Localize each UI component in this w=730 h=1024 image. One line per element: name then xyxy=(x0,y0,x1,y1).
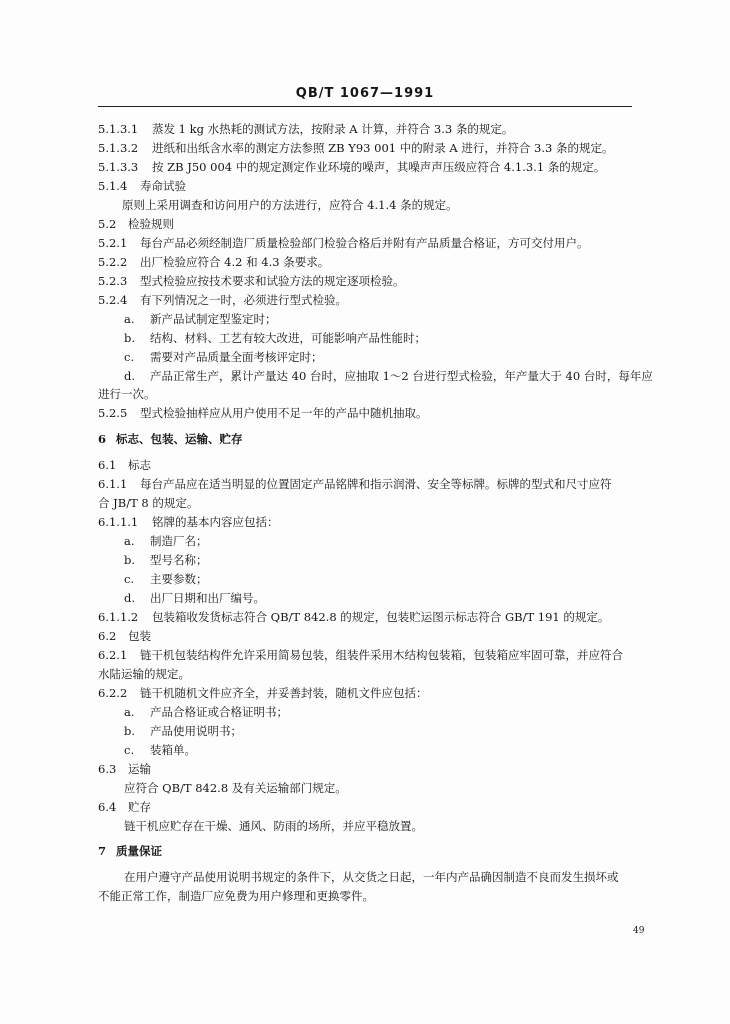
clause-5-1-3-1 xyxy=(98,121,513,137)
list-marker: b. xyxy=(124,553,136,567)
clause-title: 检验规则 xyxy=(128,217,174,231)
list-item xyxy=(124,349,323,365)
clause-text: 链干机包装结构件允许采用简易包装，组装件采用木结构包装箱，包装箱应牢固可靠，并应符合 xyxy=(140,648,623,662)
clause-number: 5.2.4 xyxy=(98,293,128,307)
clause-text: 型式检验应按技术要求和试验方法的规定逐项检验。 xyxy=(140,274,405,288)
clause-number: 6.1.1.2 xyxy=(98,610,139,624)
paragraph-line: 应符合 QB/T 842.8 及有关运输部门规定。 xyxy=(124,781,347,795)
clause-5-2-5 xyxy=(98,405,428,421)
clause-6-2-2 xyxy=(98,685,428,701)
list-item xyxy=(124,571,208,587)
clause-number: 6.2 xyxy=(98,629,117,643)
section-7-heading xyxy=(98,843,162,859)
clause-number: 5.1.3.1 xyxy=(98,122,139,136)
clause-5-2 xyxy=(98,216,174,232)
clause-6-1-1-2 xyxy=(98,609,609,625)
list-marker: d. xyxy=(124,591,136,605)
paragraph-line: 水陆运输的规定。 xyxy=(98,667,190,681)
clause-text: 包装箱收发货标志符合 QB/T 842.8 的规定，包装贮运图示标志符合 GB/T 191 的规定。 xyxy=(152,610,610,624)
clause-6-1 xyxy=(98,457,151,473)
clause-title: 包装 xyxy=(128,629,151,643)
clause-text: 每台产品应在适当明显的位置固定产品铭牌和指示润滑、安全等标牌。标牌的型式和尺寸应符 xyxy=(140,477,612,491)
list-marker: d. xyxy=(124,369,136,383)
list-text: 主要参数； xyxy=(150,572,208,586)
section-number: 6 xyxy=(98,432,107,446)
clause-number: 5.1.3.3 xyxy=(98,160,139,174)
list-text: 型号名称； xyxy=(150,553,208,567)
list-marker: b. xyxy=(124,724,136,738)
clause-number: 5.1.3.2 xyxy=(98,141,139,155)
clause-text: 蒸发 1 kg 水热耗的测试方法，按附录 A 计算，并符合 3.3 条的规定。 xyxy=(152,122,514,136)
clause-number: 5.2.2 xyxy=(98,255,128,269)
clause-text: 有下列情况之一时，必须进行型式检验。 xyxy=(140,293,347,307)
paragraph-line: 原则上采用调查和访问用户的方法进行，应符合 4.1.4 条的规定。 xyxy=(122,198,458,212)
clause-text: 链干机随机文件应齐全，并妥善封装，随机文件应包括： xyxy=(140,686,428,700)
list-marker: c. xyxy=(124,572,135,586)
clause-6-2-1 xyxy=(98,647,623,663)
clause-number: 6.4 xyxy=(98,800,117,814)
list-item xyxy=(124,704,288,720)
clause-6-1-1 xyxy=(98,476,612,492)
list-item xyxy=(124,533,208,549)
clause-number: 5.1.4 xyxy=(98,179,128,193)
clause-title: 运输 xyxy=(128,762,151,776)
list-text: 装箱单。 xyxy=(150,743,196,757)
clause-5-2-2 xyxy=(98,254,329,270)
clause-title: 标志 xyxy=(128,458,151,472)
list-marker: b. xyxy=(124,331,136,345)
clause-number: 6.2.1 xyxy=(98,648,128,662)
page-number: 49 xyxy=(633,926,645,936)
clause-text: 进纸和出纸含水率的测定方法参照 ZB Y93 001 中的附录 A 进行，并符合 3.3 条的规定。 xyxy=(152,141,614,155)
clause-text: 每台产品必须经制造厂质量检验部门检验合格后并附有产品质量合格证，方可交付用户。 xyxy=(140,236,589,250)
clause-title: 贮存 xyxy=(128,800,151,814)
list-marker: a. xyxy=(124,705,135,719)
clause-number: 5.2 xyxy=(98,217,117,231)
list-marker: a. xyxy=(124,312,135,326)
section-6-heading xyxy=(98,431,243,447)
clause-text: 按 ZB J50 004 中的规定测定作业环境的噪声，其噪声声压级应符合 4.1.3.1 条的规定。 xyxy=(152,160,606,174)
list-item xyxy=(124,742,196,758)
clause-number: 6.1.1 xyxy=(98,477,128,491)
list-item xyxy=(124,368,653,384)
clause-number: 6.3 xyxy=(98,762,117,776)
clause-5-1-4 xyxy=(98,178,186,194)
list-item xyxy=(124,311,277,327)
list-marker: a. xyxy=(124,534,135,548)
list-text: 出厂日期和出厂编号。 xyxy=(150,591,265,605)
clause-6-2 xyxy=(98,628,151,644)
list-text: 产品合格证或合格证明书； xyxy=(150,705,288,719)
clause-number: 5.2.1 xyxy=(98,236,128,250)
clause-number: 6.1.1.1 xyxy=(98,515,139,529)
section-title: 质量保证 xyxy=(116,844,162,858)
clause-5-2-1 xyxy=(98,235,589,251)
paragraph-line: 链干机应贮存在干燥、通风、防雨的场所，并应平稳放置。 xyxy=(124,819,423,833)
list-marker: c. xyxy=(124,350,135,364)
clause-6-3 xyxy=(98,761,151,777)
list-text: 新产品试制定型鉴定时； xyxy=(150,312,277,326)
clause-5-1-3-2 xyxy=(98,140,613,156)
section-title: 标志、包装、运输、贮存 xyxy=(116,432,243,446)
standard-code-header: QB/T 1067—1991 xyxy=(295,86,435,101)
paragraph-line: 不能正常工作，制造厂应免费为用户修理和更换零件。 xyxy=(98,889,374,903)
clause-number: 5.2.3 xyxy=(98,274,128,288)
list-text: 需要对产品质量全面考核评定时； xyxy=(150,350,323,364)
clause-5-2-3 xyxy=(98,273,405,289)
clause-title: 寿命试验 xyxy=(140,179,186,193)
list-marker: c. xyxy=(124,743,135,757)
list-item xyxy=(124,552,208,568)
clause-6-1-1-1 xyxy=(98,514,279,530)
clause-number: 5.2.5 xyxy=(98,406,128,420)
paragraph-line: 在用户遵守产品使用说明书规定的条件下，从交货之日起，一年内产品确因制造不良而发生损坏或 xyxy=(124,870,619,884)
clause-text: 型式检验抽样应从用户使用不足一年的产品中随机抽取。 xyxy=(140,406,428,420)
clause-number: 6.2.2 xyxy=(98,686,128,700)
list-item xyxy=(124,330,426,346)
paragraph-line: 合 JB/T 8 的规定。 xyxy=(98,496,199,510)
list-item xyxy=(124,723,242,739)
list-text: 制造厂名； xyxy=(150,534,208,548)
section-number: 7 xyxy=(98,844,107,858)
clause-text: 铭牌的基本内容应包括： xyxy=(152,515,279,529)
clause-number: 6.1 xyxy=(98,458,117,472)
clause-6-4 xyxy=(98,799,151,815)
clause-5-2-4 xyxy=(98,292,347,308)
list-item xyxy=(124,590,265,606)
list-text: 产品使用说明书； xyxy=(150,724,242,738)
list-text: 结构、材料、工艺有较大改进，可能影响产品性能时； xyxy=(150,331,426,345)
header-rule xyxy=(98,106,632,107)
clause-text: 出厂检验应符合 4.2 和 4.3 条要求。 xyxy=(140,255,330,269)
paragraph-line: 进行一次。 xyxy=(98,387,156,401)
clause-5-1-3-3 xyxy=(98,159,605,175)
list-text: 产品正常生产，累计产量达 40 台时，应抽取 1～2 台进行型式检验，年产量大于 40 台时，每年应 xyxy=(150,369,653,383)
